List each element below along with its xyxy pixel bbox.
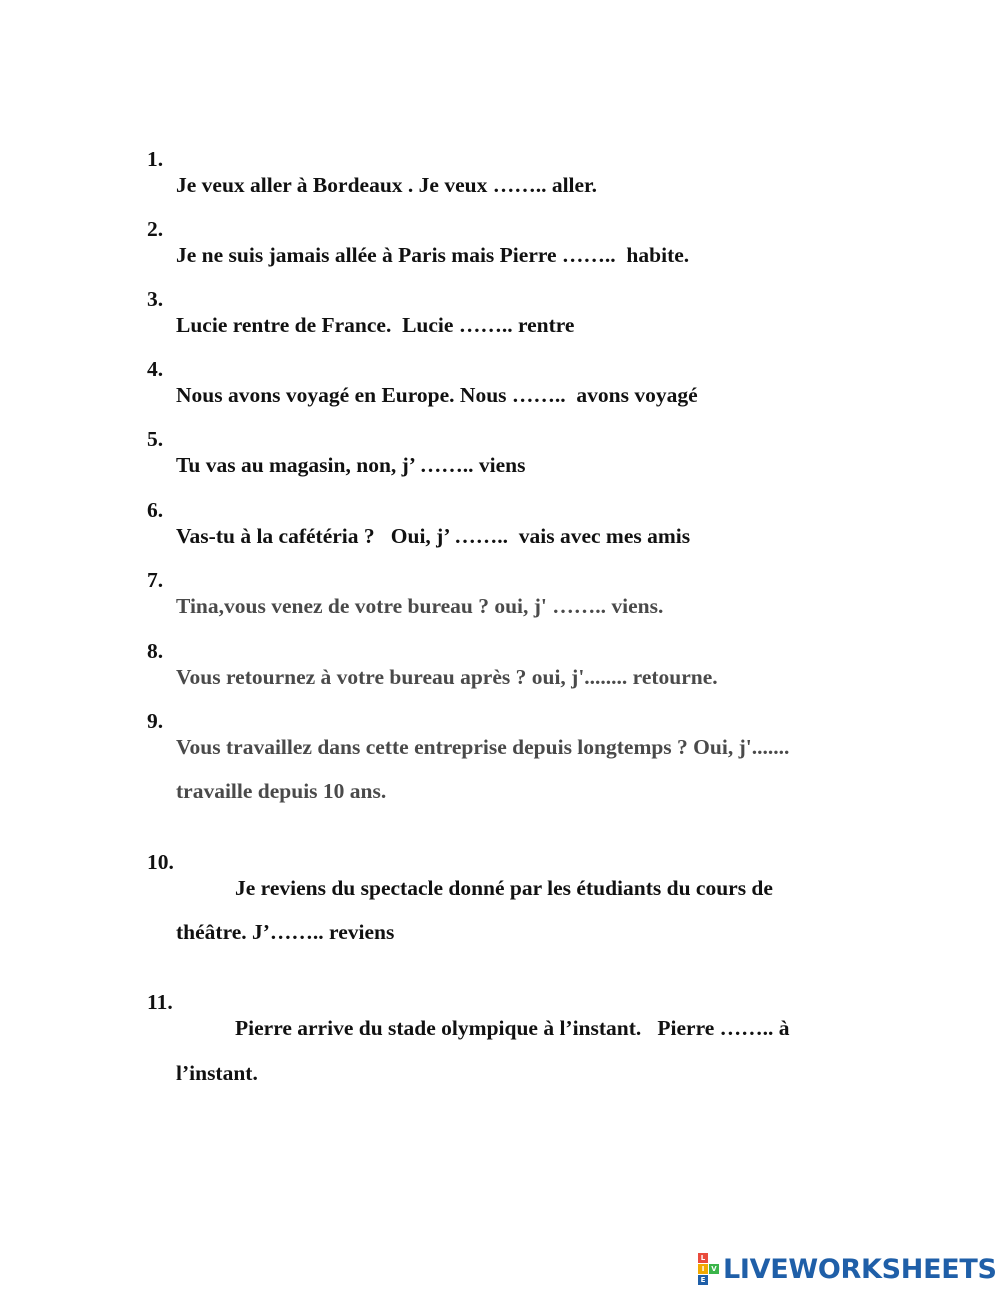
logo-square-v: V [709, 1264, 719, 1274]
question-text: Vous retournez à votre bureau après ? oui, j'........ retourne. [176, 665, 718, 689]
question-number: 1. [147, 147, 164, 171]
question-text-continued: l’instant. [176, 1061, 258, 1085]
logo-square-blank [709, 1275, 719, 1285]
question-text: Nous avons voyagé en Europe. Nous …….. avons voyagé [176, 383, 698, 407]
logo-square-blank [709, 1253, 719, 1263]
question-text: Vas-tu à la cafétéria ? Oui, j’ …….. vais avec mes amis [176, 524, 691, 548]
logo-mark-icon [698, 1253, 719, 1285]
logo-square-l: L [698, 1253, 708, 1263]
question-text: Lucie rentre de France. Lucie …….. rentre [176, 313, 575, 337]
question-text-continued: travaille depuis 10 ans. [176, 779, 387, 803]
question-9-continuation [0, 752, 387, 830]
question-text: Je veux aller à Bordeaux . Je veux …….. aller. [176, 173, 598, 197]
question-number: 10. [147, 850, 174, 874]
question-number: 8. [147, 639, 164, 663]
question-number: 3. [147, 287, 164, 311]
question-text: Tina,vous venez de votre bureau ? oui, j' …….. viens. [176, 594, 664, 618]
question-number: 11. [147, 990, 173, 1014]
logo-text: LIVEWORKSHEETS [723, 1253, 997, 1285]
question-text: Pierre arrive du stade olympique à l’instant. Pierre …….. à [235, 1016, 790, 1040]
question-number: 2. [147, 217, 164, 241]
question-text: Vous travaillez dans cette entreprise depuis longtemps ? Oui, j'....... [176, 735, 790, 759]
question-text: Tu vas au magasin, non, j’ …….. viens [176, 453, 526, 477]
question-number: 4. [147, 357, 164, 381]
question-text: Je reviens du spectacle donné par les étudiants du cours de [235, 876, 773, 900]
logo-square-i: I [698, 1264, 708, 1274]
question-number: 7. [147, 568, 164, 592]
question-text-continued: théâtre. J’…….. reviens [176, 920, 395, 944]
question-number: 5. [147, 427, 164, 451]
logo-square-e: E [698, 1275, 708, 1285]
question-number: 9. [147, 709, 164, 733]
question-number: 6. [147, 498, 164, 522]
question-10-continuation [0, 893, 395, 971]
question-11-continuation [0, 1034, 258, 1112]
question-text: Je ne suis jamais allée à Paris mais Pierre …….. habite. [176, 243, 690, 267]
liveworksheets-logo [698, 1252, 997, 1286]
